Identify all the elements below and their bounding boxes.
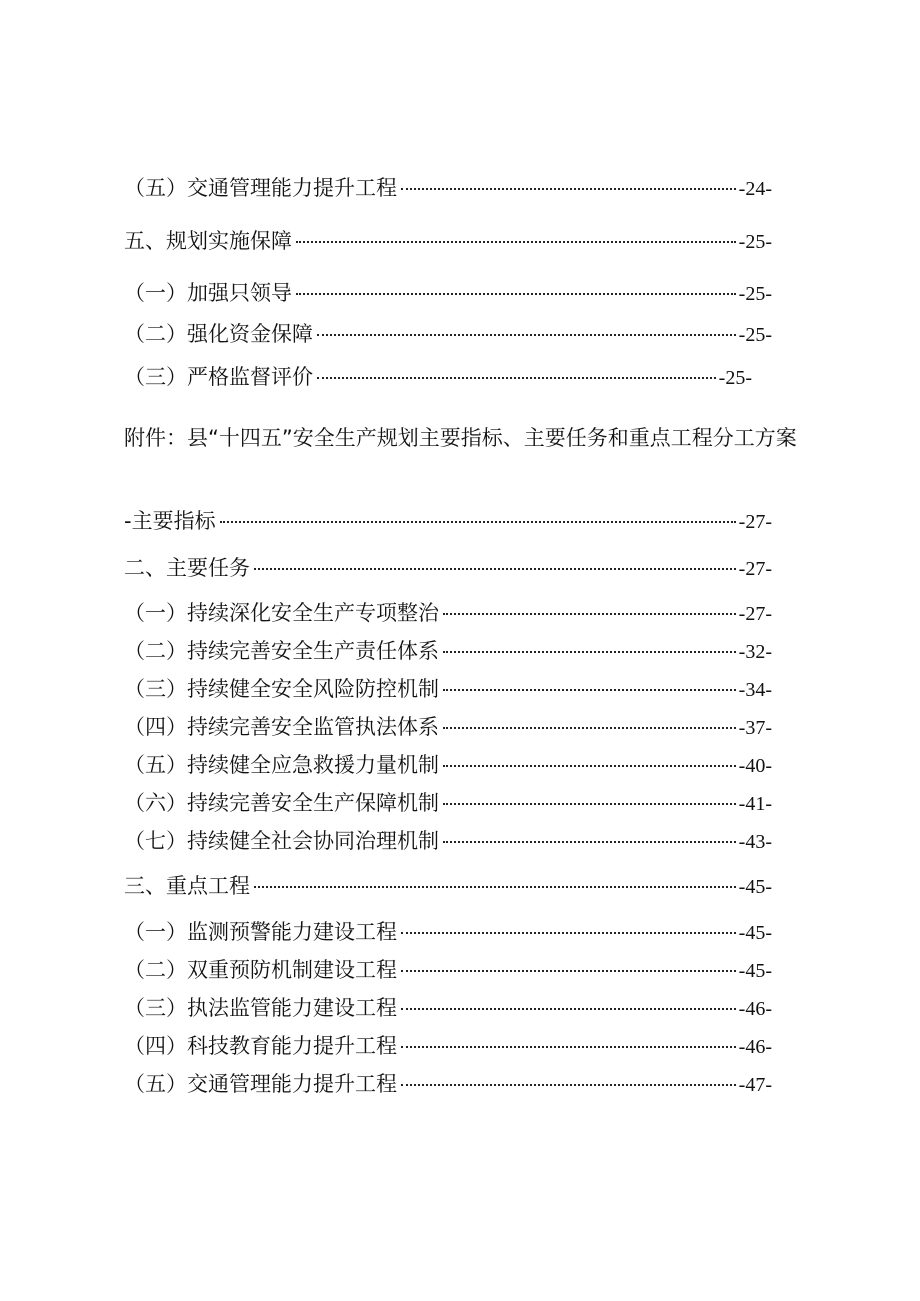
toc-entry[interactable] (124, 871, 772, 901)
toc-entry[interactable] (124, 1031, 772, 1061)
dot-leader (443, 765, 736, 767)
toc-entry-title: 三、重点工程 (124, 874, 250, 898)
toc-entry-title: 二、主要任务 (124, 556, 250, 580)
toc-entry-page: -25- (738, 283, 772, 305)
dot-leader (254, 886, 736, 888)
toc-entry-page: -43- (738, 831, 772, 853)
toc-entry-page: -34- (738, 679, 772, 701)
toc-entry-title: 五、规划实施保障 (124, 229, 292, 253)
toc-entry[interactable] (124, 362, 752, 392)
toc-entry[interactable] (124, 788, 772, 818)
dot-leader (443, 803, 736, 805)
toc-entry[interactable] (124, 712, 772, 742)
toc-entry[interactable] (124, 598, 772, 628)
toc-entry-page: -25- (738, 231, 772, 253)
toc-entry-page: -46- (738, 998, 772, 1020)
dot-leader (401, 1084, 736, 1086)
toc-entry[interactable] (124, 506, 772, 536)
dot-leader (443, 727, 736, 729)
toc-entry[interactable] (124, 993, 772, 1023)
dot-leader (443, 613, 736, 615)
toc-entry-page: -24- (738, 178, 772, 200)
dot-leader (317, 334, 736, 336)
toc-entry[interactable] (124, 955, 772, 985)
toc-entry-title: （五）交通管理能力提升工程 (124, 176, 397, 200)
toc-entry[interactable] (124, 750, 772, 780)
dot-leader (296, 241, 736, 243)
toc-entry[interactable] (124, 173, 772, 203)
toc-entry-title: （四）科技教育能力提升工程 (124, 1034, 397, 1058)
toc-entry-title: （七）持续健全社会协同治理机制 (124, 829, 439, 853)
toc-entry-title: （四）持续完善安全监管执法体系 (124, 715, 439, 739)
toc-entry[interactable] (124, 278, 772, 308)
toc-entry[interactable] (124, 1069, 772, 1099)
dot-leader (401, 1008, 736, 1010)
toc-entry-title: -主要指标 (124, 509, 216, 533)
toc-entry-page: -25- (738, 324, 772, 346)
dot-leader (220, 521, 736, 523)
toc-entry[interactable] (124, 674, 772, 704)
dot-leader (401, 932, 736, 934)
toc-entry-page: -32- (738, 641, 772, 663)
toc-entry-page: -27- (738, 603, 772, 625)
dot-leader (443, 841, 736, 843)
toc-entry-title: （五）交通管理能力提升工程 (124, 1072, 397, 1096)
toc-entry-title: （一）持续深化安全生产专项整治 (124, 601, 439, 625)
dot-leader (443, 651, 736, 653)
dot-leader (401, 970, 736, 972)
toc-entry[interactable] (124, 226, 772, 256)
toc-entry-title: （二）持续完善安全生产责任体系 (124, 639, 439, 663)
toc-entry[interactable] (124, 636, 772, 666)
toc-entry-title: （二）双重预防机制建设工程 (124, 958, 397, 982)
toc-entry-page: -46- (738, 1036, 772, 1058)
toc-entry-title: （五）持续健全应急救援力量机制 (124, 753, 439, 777)
dot-leader (296, 293, 736, 295)
toc-entry-title: （二）强化资金保障 (124, 322, 313, 346)
toc-entry-title: （三）持续健全安全风险防控机制 (124, 677, 439, 701)
toc-entry[interactable] (124, 917, 772, 947)
toc-entry-page: -47- (738, 1074, 772, 1096)
toc-entry-page: -45- (738, 922, 772, 944)
toc-entry[interactable] (124, 553, 772, 583)
dot-leader (401, 188, 736, 190)
toc-entry-title: （六）持续完善安全生产保障机制 (124, 791, 439, 815)
toc-entry-page: -41- (738, 793, 772, 815)
dot-leader (317, 377, 716, 379)
toc-entry-page: -25- (718, 367, 752, 389)
toc-entry-page: -27- (738, 558, 772, 580)
toc-entry-page: -27- (738, 511, 772, 533)
toc-entry-page: -45- (738, 876, 772, 898)
toc-entry-title: （一）加强只领导 (124, 281, 292, 305)
toc-entry[interactable] (124, 319, 772, 349)
toc-entry-title: （三）严格监督评价 (124, 365, 313, 389)
dot-leader (401, 1046, 736, 1048)
toc-entry-title: （一）监测预警能力建设工程 (124, 920, 397, 944)
toc-entry[interactable] (124, 826, 772, 856)
toc-entry-title: （三）执法监管能力建设工程 (124, 996, 397, 1020)
dot-leader (254, 568, 736, 570)
toc-entry-page: -40- (738, 755, 772, 777)
toc-entry-page: -37- (738, 717, 772, 739)
dot-leader (443, 689, 736, 691)
annex-heading: 附件：县“十四五”安全生产规划主要指标、主要任务和重点工程分工方案 (124, 426, 797, 450)
toc-entry-page: -45- (738, 960, 772, 982)
